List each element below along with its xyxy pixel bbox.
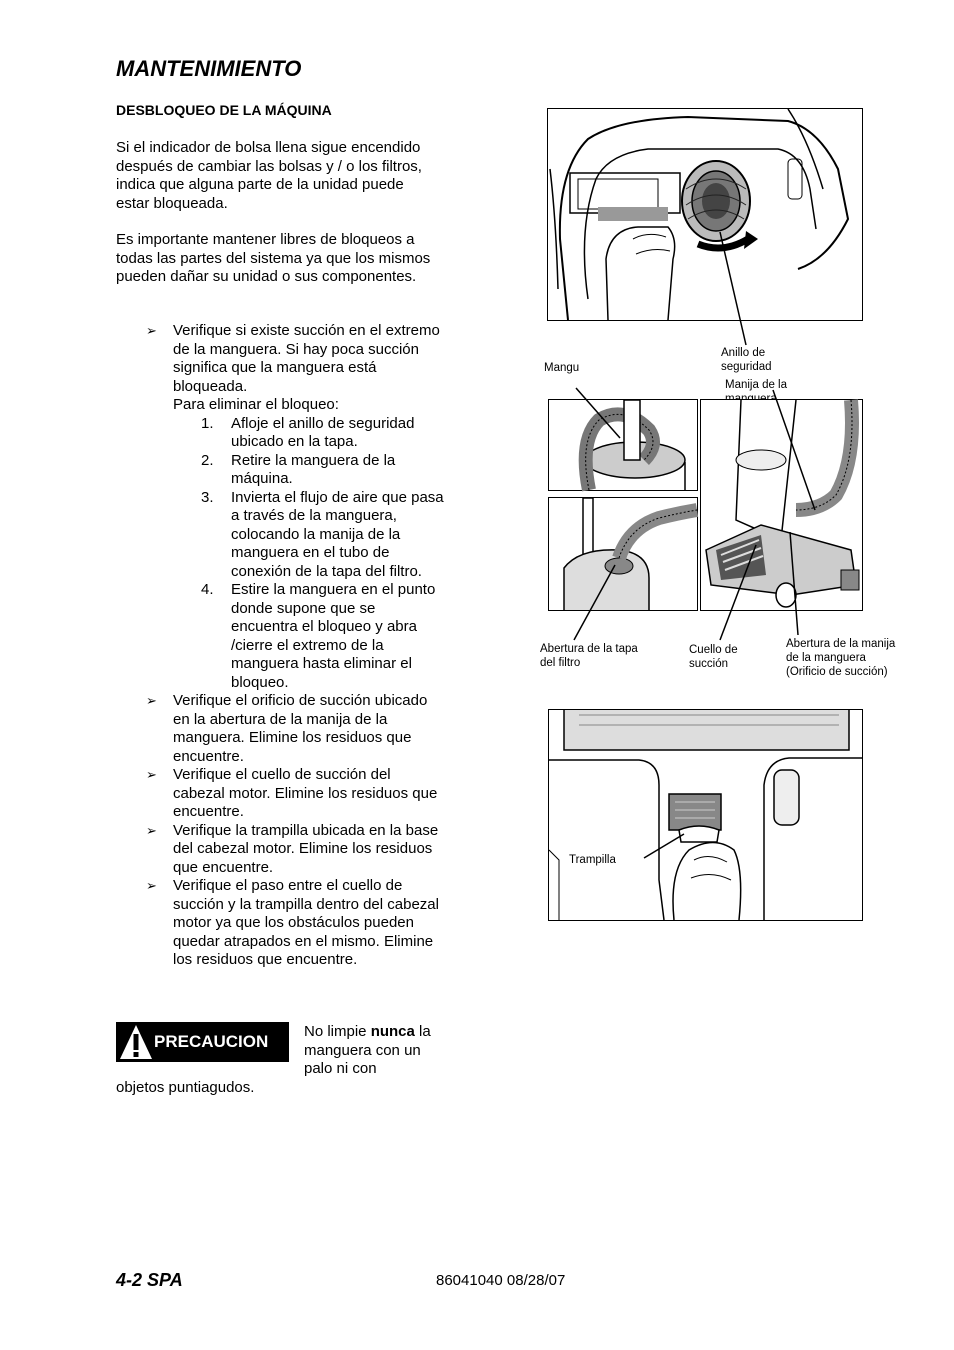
label-manija: Manija de la xyxy=(725,379,788,391)
step-number: 1. xyxy=(201,414,214,432)
arrow-bullet-icon: ➢ xyxy=(146,767,157,782)
page-number: 4-2 SPA xyxy=(116,1270,183,1290)
document-code: 86041040 08/28/07 xyxy=(436,1272,566,1289)
step-text: Invierta el flujo de aire que pasa a través de la manguera, colocando la manija de la manguera en el tubo de conexión de la tapa del filtro. xyxy=(231,488,444,580)
step-number: 2. xyxy=(201,451,214,469)
bullet-text: Verifique el orificio de succión ubicado en la abertura de la manija de la manguera. Elimine los residuos que encuentre. xyxy=(173,692,428,765)
list-item xyxy=(146,766,446,822)
step-number: 3. xyxy=(201,488,214,506)
page-title: MANTENIMIENTO xyxy=(116,56,302,81)
figure-trapdoor xyxy=(548,709,863,921)
step-item xyxy=(201,581,446,692)
label-trampilla: Trampilla xyxy=(569,854,616,866)
list-item xyxy=(146,822,446,878)
caution-text-part: No limpie xyxy=(304,1023,371,1040)
list-item xyxy=(146,692,446,766)
label-mangu: Mangu xyxy=(544,362,580,374)
bullet-subtext: Para eliminar el bloqueo: xyxy=(173,396,339,413)
step-text: Afloje el anillo de seguridad ubicado en la tapa. xyxy=(231,414,415,450)
step-item xyxy=(201,489,446,582)
label-abertura-tapa: Abertura de la tapa del filtro xyxy=(540,643,638,669)
trapdoor-illustration xyxy=(549,710,862,920)
bullet-text: Verifique la trampilla ubicada en la base del cabezal motor. Elimine los residuos que encuentre. xyxy=(173,821,439,876)
label-anillo: Anillo de seguridad xyxy=(721,347,772,373)
caution-label: PRECAUCION xyxy=(154,1032,269,1051)
instruction-list xyxy=(146,322,446,970)
label-cuello: Cuello de succión xyxy=(689,644,738,670)
caution-emphasis: nunca xyxy=(370,1023,415,1040)
section-heading: DESBLOQUEO DE LA MÁQUINA xyxy=(116,102,332,118)
leader-line-anillo xyxy=(700,230,760,350)
step-item xyxy=(201,415,446,452)
list-item xyxy=(146,877,446,970)
warning-icon xyxy=(119,1024,153,1060)
label-abertura-manija: Abertura de la manija de la manguera (Orificio de succión) xyxy=(786,638,896,678)
step-text: Retire la manguera de la máquina. xyxy=(231,451,396,487)
caution-text-tail: objetos puntiagudos. xyxy=(116,1079,255,1096)
arrow-bullet-icon: ➢ xyxy=(146,323,157,338)
bullet-text: Verifique el paso entre el cuello de succión y la trampilla dentro del cabezal motor ya que los obstáculos pueden quedar atrapados en el mismo. Elimine los residuos que encuentre. xyxy=(173,877,439,968)
paragraph-1: Si el indicador de bolsa llena sigue encendido después de cambiar las bolsas y / o los filtros, indica que alguna parte de la unidad puede estar bloqueada. xyxy=(116,139,422,212)
paragraph-2: Es importante mantener libres de bloqueos a todas las partes del sistema ya que los mismos pueden dañar su unidad o sus componentes. xyxy=(116,231,431,285)
arrow-bullet-icon: ➢ xyxy=(146,878,157,893)
list-item xyxy=(146,322,446,692)
arrow-bullet-icon: ➢ xyxy=(146,693,157,708)
caution-box xyxy=(116,1022,289,1062)
step-number: 4. xyxy=(201,581,214,598)
leader-lines-hose xyxy=(540,380,870,670)
arrow-bullet-icon: ➢ xyxy=(146,822,157,838)
bullet-text: Verifique si existe succión en el extremo de la manguera. Si hay poca succión significa que la manguera está bloqueada. xyxy=(173,322,440,395)
step-text: Estire la manguera en el punto donde supone que se encuentra el bloqueo y abra /cierre el extremo de la manguera hasta eliminar el bloqueo. xyxy=(231,581,436,691)
caution-text-part: la manguera con un palo ni con xyxy=(304,1023,431,1077)
bullet-text: Verifique el cuello de succión del cabezal motor. Elimine los residuos que encuentre. xyxy=(173,766,438,820)
leader-line-trampilla xyxy=(640,820,700,870)
step-list xyxy=(201,415,446,693)
step-item xyxy=(201,452,446,489)
caution-text xyxy=(304,1023,434,1079)
